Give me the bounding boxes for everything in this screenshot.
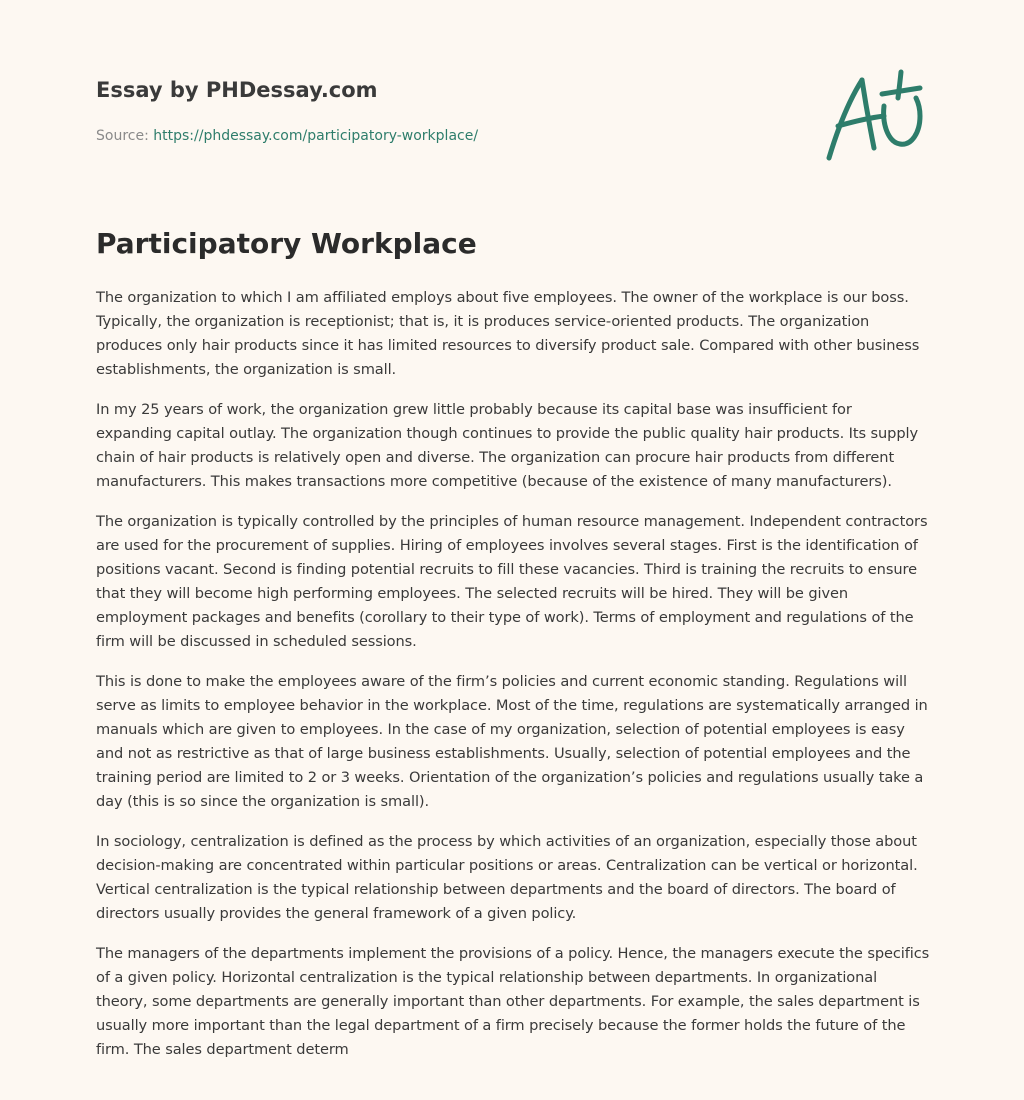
essay-body (96, 286, 930, 1078)
essay-paragraph: In my 25 years of work, the organization grew little probably because its capital base was insufficient for expanding capital outlay. The organization though continues to provide the public quality hair products. Its supply chain of hair products is relatively open and diverse. The organization can procure hair products from different manufacturers. This makes transactions more competitive (because of the existence of many manufacturers). (96, 401, 918, 490)
source-line (96, 126, 796, 146)
essay-paragraph: The managers of the departments implement the provisions of a policy. Hence, the managers execute the specifics of a given policy. Horizontal centralization is the typical relationship between departments. In organizational theory, some departments are generally important than other departments. For example, the sales department is usually more important than the legal department of a firm precisely because the former holds the future of the firm. The sales department determ (96, 945, 930, 1058)
source-label: Source: (96, 128, 154, 144)
essay-paragraph: This is done to make the employees aware of the firm’s policies and current economic standing. Regulations will serve as limits to employee behavior in the workplace. Most of the time, regulations are systematically arranged in manuals which are given to employees. In the case of my organization, selection of potential employees is easy and not as restrictive as that of large business establishments. Usually, selection of potential employees and the training period are limited to 2 or 3 weeks. Orientation of the organization’s policies and regulations usually take a day (this is so since the organization is small). (96, 673, 928, 810)
essay-title: Participatory Workplace (96, 227, 477, 260)
source-link[interactable]: https://phdessay.com/participatory-workplace/ (153, 128, 479, 144)
essay-paragraph: The organization to which I am affiliated employs about five employees. The owner of the workplace is our boss. Typically, the organization is receptionist; that is, it is produces service-oriented products. The organization produces only hair products since it has limited resources to diversify product sale. Compared with other business establishments, the organization is small. (96, 289, 920, 378)
essay-paragraph: In sociology, centralization is defined as the process by which activities of an organization, especially those about decision-making are concentrated within particular positions or areas. Centralization can be vertical or horizontal. Vertical centralization is the typical relationship between departments and the board of directors. The board of directors usually provides the general framework of a given policy. (96, 833, 918, 922)
document-header (96, 76, 796, 146)
essay-paragraph: The organization is typically controlled by the principles of human resource management. Independent contractors are used for the procurement of supplies. Hiring of employees involves several stages. First is the identification of positions vacant. Second is finding potential recruits to fill these vacancies. Third is training the recruits to ensure that they will become high performing employees. The selected recruits will be hired. They will be given employment packages and benefits (corollary to their type of work). Terms of employment and regulations of the firm will be discussed in scheduled sessions. (96, 513, 928, 650)
brand-title: Essay by PHDessay.com (96, 78, 378, 102)
a-plus-grade-icon (820, 66, 930, 166)
